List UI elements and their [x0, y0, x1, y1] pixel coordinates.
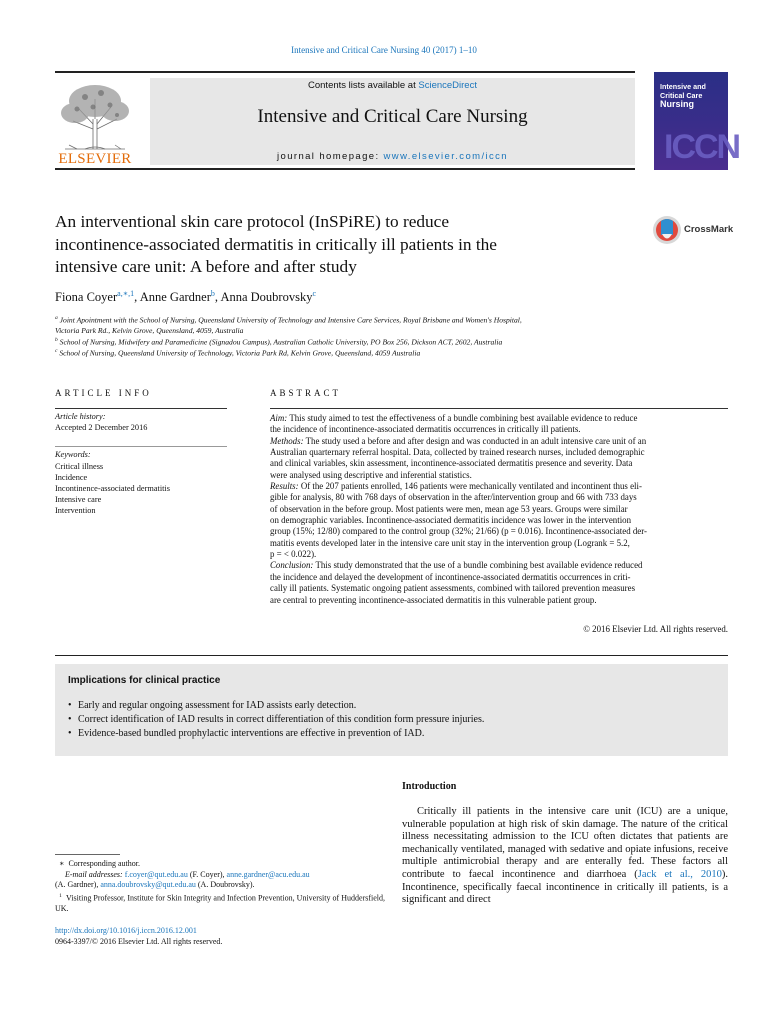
author-affiliation-mark[interactable]: a,∗,1: [117, 289, 135, 298]
implication-text: Correct identification of IAD results in correct differentiation of this condition form pressure injuries.: [78, 714, 485, 725]
publisher-name: ELSEVIER: [58, 151, 132, 167]
affiliation-mark: a: [55, 315, 58, 321]
abstract-line: the incidence and delayed the development of incontinence-associated dermatitis occurrences in criti-: [270, 571, 631, 582]
crossmark-label[interactable]: CrossMark: [684, 224, 734, 235]
keywords-list: [55, 461, 170, 516]
cover-title-line: Nursing: [660, 99, 695, 109]
title-line: incontinence-associated dermatitis in critically ill patients in the: [55, 234, 497, 254]
article-title: [55, 211, 615, 279]
affiliation-mark: c: [55, 348, 58, 354]
visiting-professor-note: [55, 891, 385, 915]
journal-homepage-line: [150, 151, 635, 162]
top-rule: [55, 71, 635, 73]
cover-letters: ICCN: [664, 128, 740, 166]
email-link[interactable]: anne.gardner@acu.edu.au: [226, 869, 310, 879]
abstract-heading: ABSTRACT: [270, 388, 342, 398]
affiliation-mark: b: [55, 337, 58, 343]
introduction-text: ). Incontinence, specifically faecal incontinence in critically ill patients, is a significant and direct: [402, 868, 729, 906]
keyword: Incidence: [55, 472, 88, 482]
journal-cover: [654, 72, 740, 170]
keyword: Critical illness: [55, 461, 104, 471]
email-owner: (A. Doubrovsky).: [197, 880, 255, 890]
abstract-line: of observation in the before group. Most patients were men, mean age 53 years. Groups were similar: [270, 503, 628, 514]
abstract-section-label: Methods:: [270, 435, 304, 446]
implication-item: [68, 727, 484, 741]
abstract-line: the incidence of incontinence-associated dermatitis occurrences in critically ill patients.: [270, 424, 581, 435]
abstract-line: [270, 413, 728, 424]
doi-link[interactable]: http://dx.doi.org/10.1016/j.iccn.2016.12.001: [55, 926, 197, 935]
abstract-line: [270, 481, 728, 492]
email-link[interactable]: f.coyer@qut.edu.au: [124, 869, 188, 879]
abstract-text: The study used a before and after design and was conducted in an adult intensive care unit of an: [303, 435, 647, 446]
email-owner: (A. Gardner),: [55, 880, 99, 890]
abstract-bottom-rule: [55, 655, 728, 656]
header-rule: [55, 168, 635, 170]
email-owner: (F. Coyer),: [189, 869, 225, 879]
abstract-body: [270, 413, 728, 606]
homepage-prefix: journal homepage:: [277, 151, 384, 162]
abstract-rule: [270, 408, 728, 409]
implications-list: [68, 699, 484, 741]
abstract-text: This study aimed to test the effectiveness of a bundle combining best available evidence to reduce: [287, 413, 638, 423]
keyword: Intervention: [55, 505, 96, 515]
abstract-line: on demographic variables. Incontinence-associated dermatitis incidence was lower in the intervention: [270, 515, 632, 526]
bullet-icon: •: [68, 728, 72, 739]
cover-title-line: Critical Care: [660, 91, 703, 100]
cover-title: [660, 82, 726, 109]
corresponding-author-text: Corresponding author.: [68, 859, 140, 868]
affiliation: [55, 346, 645, 359]
abstract-line: group (15%; 12/80) compared to the control group (32%; 21/66) (p = 0.016). Incontinence-associated der-: [270, 526, 647, 537]
affiliation-line: School of Nursing, Queensland University of Technology, Victoria Park Rd, Kelvin Grove, Queensland, 4059 Australia: [59, 348, 421, 358]
title-line: An interventional skin care protocol (InSPiRE) to reduce: [55, 212, 450, 231]
abstract-line: cally ill patients. Systematic ongoing patient assessments, combined with tailored prevention measures: [270, 583, 636, 594]
corresponding-author-note: ∗ Corresponding author.: [55, 859, 140, 868]
bullet-icon: •: [68, 714, 72, 725]
author-name: Fiona Coyer: [55, 290, 118, 305]
cover-title-line: Intensive and: [660, 82, 706, 91]
abstract-line: [270, 436, 728, 447]
implication-text: Evidence-based bundled prophylactic interventions are effective in prevention of IAD.: [78, 728, 425, 739]
author-list: Fiona Coyer$^{a,∗,1}$, Anne Gardner$^b$, Anna Doubrovsky$^c$: [55, 289, 317, 305]
title-line: intensive care unit: A before and after study: [55, 257, 357, 276]
contents-available-line: [150, 80, 635, 91]
email-note: [55, 870, 385, 891]
author-affiliation-mark[interactable]: b: [210, 289, 215, 298]
author-name: Anne Gardner: [139, 290, 211, 305]
email-link[interactable]: anna.doubrovsky@qut.edu.au: [100, 880, 196, 890]
journal-title: Intensive and Critical Care Nursing: [257, 106, 528, 127]
introduction-text: Critically ill patients in the intensive care unit (ICU) are a unique, vulnerable population at high risk of skin damage. The nature of the critical illness necessitating admission to the ICU often dictates that patients are mechanically ventilated, managed with sedative and opiate infusions, receive multiple antimicrobial therapy and are enterally fed. These factors all contribute to faecal incontinence and diarrhoea (: [402, 806, 728, 880]
author-name: Anna Doubrovsky: [220, 290, 313, 305]
introduction-heading: Introduction: [402, 781, 457, 792]
abstract-line: are central to preventing incontinence-associated dermatitis in this vulnerable patient group.: [270, 594, 597, 605]
footnote-mark: 1: [59, 893, 62, 900]
affiliation-line: School of Nursing, Midwifery and Paramedicine (Signadou Campus), Australian Catholic University, PO Box 256, Dickson ACT, 2602, Australia: [59, 337, 503, 347]
abstract-section-label: Conclusion:: [270, 560, 314, 571]
article-history-label: Article history:: [55, 412, 106, 421]
author-affiliation-mark[interactable]: c: [312, 289, 317, 298]
abstract-section-label: Aim:: [270, 413, 288, 423]
abstract-text: This study demonstrated that the use of a bundle combining best available evidence reduced: [313, 560, 643, 571]
abstract-line: p = < 0.022).: [270, 549, 317, 560]
implication-text: Early and regular ongoing assessment for IAD assists early detection.: [78, 700, 357, 711]
abstract-line: and clinical variables, skin assessment, incontinence-associated dermatitis presence and severity. Data: [270, 458, 633, 469]
affiliation-line: Victoria Park Rd., Kelvin Grove, Queensland, 4059, Australia: [55, 326, 244, 336]
affiliation: [55, 313, 645, 337]
homepage-link[interactable]: www.elsevier.com/iccn: [383, 151, 508, 162]
abstract-copyright: © 2016 Elsevier Ltd. All rights reserved.: [583, 624, 728, 634]
abstract-line: Australian quarternary referral hospital. Data, collected by trained research nurses, included demographic: [270, 447, 645, 458]
accepted-date: Accepted 2 December 2016: [55, 423, 148, 432]
article-info-rule: [55, 408, 227, 409]
footnotes: [55, 859, 385, 915]
abstract-line: matitis events developed later in the intensive care unit stay in the intervention group (Logrank = 5.2,: [270, 537, 630, 548]
journal-reference[interactable]: Intensive and Critical Care Nursing 40 (2017) 1–10: [291, 45, 477, 55]
abstract-section-label: Results:: [270, 481, 299, 492]
keywords-label: Keywords:: [55, 450, 91, 459]
implication-item: [68, 713, 484, 727]
issn-line: 0964-3397/© 2016 Elsevier Ltd. All rights reserved.: [55, 937, 223, 946]
abstract-line: [270, 560, 728, 571]
keyword: Intensive care: [55, 494, 102, 504]
footnote-rule: [55, 854, 120, 855]
keywords-rule: [55, 446, 227, 447]
keyword: Incontinence-associated dermatitis: [55, 483, 170, 493]
citation-link[interactable]: Jack et al., 2010: [637, 868, 722, 880]
abstract-line: were analysed using descriptive and inferential statistics.: [270, 469, 472, 480]
abstract-line: gible for analysis, 80 with 768 days of observation in the after/intervention group and 66 with 733 days: [270, 492, 637, 503]
article-info-heading: ARTICLE INFO: [55, 388, 152, 398]
implications-title: Implications for clinical practice: [68, 675, 221, 686]
introduction-paragraph: [402, 806, 728, 907]
contents-prefix: Contents lists available at: [308, 80, 419, 91]
abstract-text: Of the 207 patients enrolled, 146 patients were mechanically ventilated and incontinent thus eli-: [298, 481, 642, 492]
affiliation-line: Joint Apointment with the School of Nursing, Queensland University of Technology and Intensive Care Services, Royal Brisbane and Women's Hospital,: [59, 315, 522, 325]
implication-item: [68, 699, 484, 713]
email-label: E-mail addresses:: [65, 869, 123, 879]
sciencedirect-link[interactable]: ScienceDirect: [418, 80, 477, 91]
visiting-professor-text: Visiting Professor, Institute for Skin Integrity and Infection Prevention, University of Huddersfield, UK.: [55, 893, 386, 914]
bullet-icon: •: [68, 700, 72, 711]
